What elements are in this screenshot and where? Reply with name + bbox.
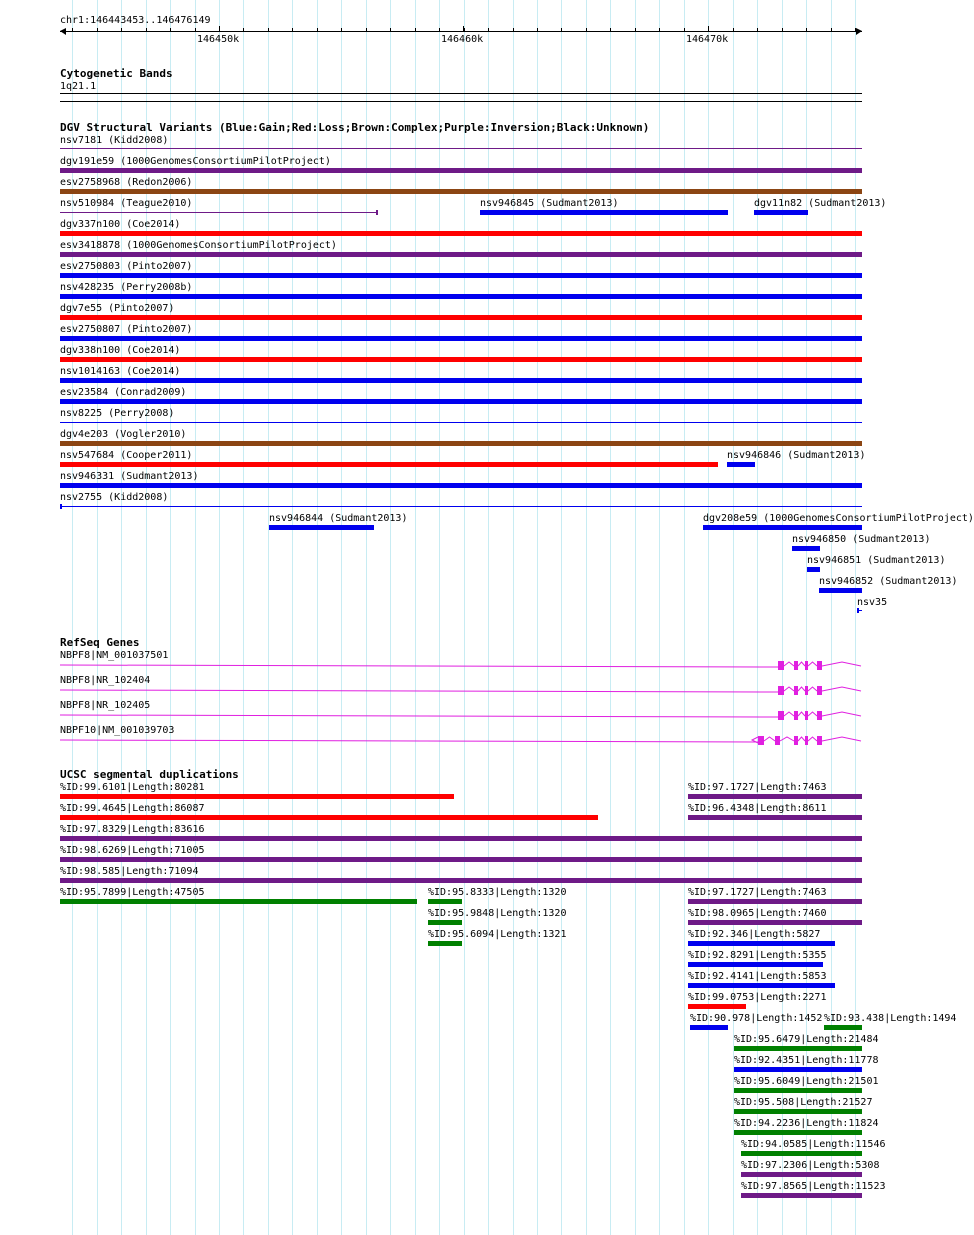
dgv-variant-bar[interactable]: [727, 462, 755, 467]
ruler-minor-tick: [97, 28, 98, 32]
grid-line: [219, 0, 220, 1235]
dgv-variant-bar[interactable]: [60, 189, 862, 194]
segdup-label[interactable]: %ID:92.8291|Length:5355: [688, 950, 827, 961]
grid-line: [415, 0, 416, 1235]
dgv-variant-bar[interactable]: [60, 357, 862, 362]
segdup-label[interactable]: %ID:96.4348|Length:8611: [688, 803, 827, 814]
segdup-label[interactable]: %ID:97.2306|Length:5308: [741, 1160, 880, 1171]
segdup-bar[interactable]: [60, 815, 598, 820]
ruler-minor-tick: [268, 28, 269, 32]
dgv-variant-start-tick: [60, 504, 62, 509]
grid-line: [195, 0, 196, 1235]
refseq-gene-label[interactable]: NBPF8|NM_001037501: [60, 650, 169, 661]
refseq-exon[interactable]: [794, 686, 798, 695]
grid-line: [464, 0, 465, 1235]
refseq-gene-label[interactable]: NBPF8|NR_102405: [60, 700, 151, 711]
refseq-exon[interactable]: [775, 736, 780, 745]
grid-line: [684, 0, 685, 1235]
dgv-variant-bar[interactable]: [60, 336, 862, 341]
segdup-bar[interactable]: [688, 962, 823, 967]
dgv-variant-label[interactable]: esv3418878 (1000GenomesConsortiumPilotProject): [60, 240, 337, 251]
dgv-variant-bar[interactable]: [807, 567, 820, 572]
grid-line: [292, 0, 293, 1235]
ruler-minor-tick: [537, 28, 538, 32]
dgv-variant-bar[interactable]: [60, 378, 862, 383]
dgv-variant-label[interactable]: nsv547684 (Cooper2011): [60, 450, 193, 461]
dgv-variant-label[interactable]: nsv8225 (Perry2008): [60, 408, 175, 419]
segdup-label[interactable]: %ID:95.508|Length:21527: [734, 1097, 873, 1108]
dgv-variant-bar[interactable]: [60, 422, 862, 423]
segdup-label[interactable]: %ID:93.438|Length:1494: [824, 1013, 957, 1024]
cytoband-bottom-line: [60, 101, 862, 102]
segdup-label[interactable]: %ID:99.4645|Length:86087: [60, 803, 205, 814]
segdup-label[interactable]: %ID:92.4141|Length:5853: [688, 971, 827, 982]
ruler-minor-tick: [488, 28, 489, 32]
segdup-label[interactable]: %ID:98.585|Length:71094: [60, 866, 199, 877]
cytogenetic-track-title[interactable]: Cytogenetic Bands: [60, 67, 173, 80]
ruler-minor-tick: [782, 28, 783, 32]
grid-line: [513, 0, 514, 1235]
segdup-bar[interactable]: [688, 983, 835, 988]
cytoband-top-line: [60, 93, 862, 94]
ruler-major-tick: [219, 26, 220, 32]
segdup-label[interactable]: %ID:98.0965|Length:7460: [688, 908, 827, 919]
ruler-minor-tick: [439, 28, 440, 32]
grid-line: [243, 0, 244, 1235]
segdup-bar[interactable]: [688, 899, 862, 904]
segdup-bar[interactable]: [428, 920, 462, 925]
dgv-variant-label[interactable]: esv2758968 (Redon2006): [60, 177, 193, 188]
dgv-variant-label[interactable]: dgv7e55 (Pinto2007): [60, 303, 175, 314]
refseq-intron-line: [60, 712, 861, 717]
dgv-variant-label[interactable]: nsv946850 (Sudmant2013): [792, 534, 931, 545]
ruler-minor-tick: [831, 28, 832, 32]
grid-line: [561, 0, 562, 1235]
segdup-bar[interactable]: [428, 941, 462, 946]
ruler-minor-tick: [513, 28, 514, 32]
ruler-right-arrow: [856, 28, 862, 35]
refseq-intron-line: [60, 662, 861, 667]
ruler-minor-tick: [341, 28, 342, 32]
segdup-label[interactable]: %ID:99.0753|Length:2271: [688, 992, 827, 1003]
ruler-minor-tick: [366, 28, 367, 32]
segdup-label[interactable]: %ID:97.1727|Length:7463: [688, 782, 827, 793]
dgv-variant-label[interactable]: dgv11n82 (Sudmant2013): [754, 198, 887, 209]
dgv-variant-bar[interactable]: [60, 441, 862, 446]
refseq-exon[interactable]: [758, 736, 764, 745]
segdup-bar[interactable]: [688, 1004, 746, 1009]
grid-line: [635, 0, 636, 1235]
segdup-bar[interactable]: [734, 1046, 862, 1051]
refseq-track-title[interactable]: RefSeq Genes: [60, 636, 140, 649]
segdup-bar[interactable]: [60, 878, 862, 883]
dgv-variant-bar[interactable]: [60, 252, 862, 257]
ruler-minor-tick: [659, 28, 660, 32]
ruler-minor-tick: [243, 28, 244, 32]
dgv-variant-label[interactable]: dgv337n100 (Coe2014): [60, 219, 181, 230]
dgv-variant-bar[interactable]: [480, 210, 728, 215]
grid-line: [586, 0, 587, 1235]
ruler-minor-tick: [806, 28, 807, 32]
segdup-label[interactable]: %ID:92.346|Length:5827: [688, 929, 821, 940]
grid-line: [390, 0, 391, 1235]
segdup-bar[interactable]: [734, 1067, 862, 1072]
segdup-bar[interactable]: [734, 1130, 862, 1135]
segdup-bar[interactable]: [741, 1193, 862, 1198]
grid-line: [366, 0, 367, 1235]
ruler-minor-tick: [195, 28, 196, 32]
grid-line: [268, 0, 269, 1235]
dgv-track-title[interactable]: DGV Structural Variants (Blue:Gain;Red:Loss;Brown:Complex;Purple:Inversion;Black:Unknown): [60, 121, 650, 134]
segdup-label[interactable]: %ID:94.2236|Length:11824: [734, 1118, 879, 1129]
segdup-bar[interactable]: [734, 1109, 862, 1114]
ruler-left-arrow: [60, 28, 66, 35]
dgv-variant-end-tick: [376, 210, 378, 215]
dgv-variant-bar[interactable]: [60, 483, 862, 488]
ruler-minor-tick: [586, 28, 587, 32]
segdup-label[interactable]: %ID:97.8565|Length:11523: [741, 1181, 886, 1192]
segdup-label[interactable]: %ID:95.9848|Length:1320: [428, 908, 567, 919]
segdup-bar[interactable]: [734, 1088, 862, 1093]
refseq-exon[interactable]: [817, 711, 822, 720]
grid-line: [659, 0, 660, 1235]
refseq-exon[interactable]: [778, 661, 784, 670]
refseq-intron-line: [60, 687, 861, 692]
refseq-exon[interactable]: [817, 686, 822, 695]
refseq-exon[interactable]: [778, 686, 784, 695]
segdup-bar[interactable]: [688, 794, 862, 799]
ruler-minor-tick: [855, 28, 856, 32]
segdup-label[interactable]: %ID:97.1727|Length:7463: [688, 887, 827, 898]
dgv-variant-label[interactable]: esv2750807 (Pinto2007): [60, 324, 193, 335]
dgv-variant-label[interactable]: nsv946846 (Sudmant2013): [727, 450, 866, 461]
dgv-variant-label[interactable]: nsv428235 (Perry2008b): [60, 282, 193, 293]
dgv-variant-bar[interactable]: [60, 462, 718, 467]
grid-line: [537, 0, 538, 1235]
refseq-gene-label[interactable]: NBPF8|NR_102404: [60, 675, 151, 686]
dgv-variant-label[interactable]: dgv208e59 (1000GenomesConsortiumPilotProject): [703, 513, 974, 524]
grid-line: [610, 0, 611, 1235]
dgv-variant-label[interactable]: esv23584 (Conrad2009): [60, 387, 187, 398]
refseq-intron-line: [60, 737, 861, 742]
segdup-bar[interactable]: [688, 941, 835, 946]
segdup-bar[interactable]: [60, 836, 862, 841]
segdup-label[interactable]: %ID:99.6101|Length:80281: [60, 782, 205, 793]
segdup-bar[interactable]: [824, 1025, 862, 1030]
dgv-variant-label[interactable]: dgv191e59 (1000GenomesConsortiumPilotProject): [60, 156, 331, 167]
refseq-exon[interactable]: [817, 736, 822, 745]
segdup-bar[interactable]: [741, 1172, 862, 1177]
dgv-variant-bar[interactable]: [60, 315, 862, 320]
dgv-variant-label[interactable]: nsv2755 (Kidd2008): [60, 492, 169, 503]
grid-line: [439, 0, 440, 1235]
segdup-label[interactable]: %ID:95.6049|Length:21501: [734, 1076, 879, 1087]
ruler-minor-tick: [464, 28, 465, 32]
refseq-exon[interactable]: [794, 711, 798, 720]
ruler-minor-tick: [146, 28, 147, 32]
segdup-bar[interactable]: [60, 857, 862, 862]
ruler-axis: [60, 31, 862, 32]
grid-line: [488, 0, 489, 1235]
dgv-variant-bar[interactable]: [703, 525, 862, 530]
dgv-variant-bar[interactable]: [60, 148, 862, 149]
segdup-label[interactable]: %ID:90.978|Length:1452: [690, 1013, 823, 1024]
dgv-variant-bar[interactable]: [60, 168, 862, 173]
ruler-minor-tick: [121, 28, 122, 32]
refseq-gene-label[interactable]: NBPF10|NM_001039703: [60, 725, 175, 736]
dgv-variant-label[interactable]: esv2750803 (Pinto2007): [60, 261, 193, 272]
dgv-variant-bar[interactable]: [754, 210, 808, 215]
dgv-variant-bar[interactable]: [819, 588, 862, 593]
cytoband-label: 1q21.1: [60, 81, 97, 92]
ruler-minor-tick: [292, 28, 293, 32]
segdup-bar[interactable]: [688, 920, 862, 925]
dgv-variant-label[interactable]: nsv946844 (Sudmant2013): [269, 513, 408, 524]
ruler-minor-tick: [415, 28, 416, 32]
segdup-label[interactable]: %ID:94.0585|Length:11546: [741, 1139, 886, 1150]
ruler-minor-tick: [757, 28, 758, 32]
dgv-variant-bar[interactable]: [60, 506, 862, 507]
dgv-variant-bar[interactable]: [792, 546, 820, 551]
segdup-label[interactable]: %ID:98.6269|Length:71005: [60, 845, 205, 856]
dgv-variant-bar[interactable]: [60, 231, 862, 236]
ruler-minor-tick: [610, 28, 611, 32]
segdup-label[interactable]: %ID:95.8333|Length:1320: [428, 887, 567, 898]
dgv-variant-bar[interactable]: [60, 212, 377, 213]
segdup-bar[interactable]: [741, 1151, 862, 1156]
ruler-minor-tick: [72, 28, 73, 32]
grid-line: [317, 0, 318, 1235]
segdup-label[interactable]: %ID:95.6094|Length:1321: [428, 929, 567, 940]
ruler-major-tick: [463, 26, 464, 32]
dgv-variant-label[interactable]: nsv35: [857, 597, 888, 608]
grid-line: [341, 0, 342, 1235]
ruler-tick-label: 146450k: [197, 34, 240, 45]
segdup-bar[interactable]: [60, 899, 417, 904]
dgv-variant-bar[interactable]: [269, 525, 374, 530]
ruler-minor-tick: [317, 28, 318, 32]
ruler-minor-tick: [733, 28, 734, 32]
ruler-tick-label: 146470k: [686, 34, 729, 45]
dgv-variant-label[interactable]: dgv338n100 (Coe2014): [60, 345, 181, 356]
ruler-minor-tick: [170, 28, 171, 32]
dgv-variant-label[interactable]: nsv510984 (Teague2010): [60, 198, 193, 209]
refseq-exon[interactable]: [817, 661, 822, 670]
segdup-track-title[interactable]: UCSC segmental duplications: [60, 768, 239, 781]
dgv-variant-start-tick: [857, 608, 859, 613]
dgv-variant-label[interactable]: nsv946331 (Sudmant2013): [60, 471, 199, 482]
ruler-tick-label: 146460k: [441, 34, 484, 45]
ruler-minor-tick: [561, 28, 562, 32]
segdup-label[interactable]: %ID:97.8329|Length:83616: [60, 824, 205, 835]
grid-line: [708, 0, 709, 1235]
segdup-bar[interactable]: [428, 899, 462, 904]
refseq-exon[interactable]: [794, 736, 798, 745]
segdup-bar[interactable]: [688, 815, 862, 820]
dgv-variant-label[interactable]: nsv946845 (Sudmant2013): [480, 198, 619, 209]
ruler-minor-tick: [390, 28, 391, 32]
dgv-variant-bar[interactable]: [60, 294, 862, 299]
ruler-minor-tick: [635, 28, 636, 32]
dgv-variant-label[interactable]: nsv946851 (Sudmant2013): [807, 555, 946, 566]
refseq-exon[interactable]: [778, 711, 784, 720]
dgv-variant-label[interactable]: nsv1014163 (Coe2014): [60, 366, 181, 377]
refseq-exon[interactable]: [794, 661, 798, 670]
ruler-major-tick: [708, 26, 709, 32]
segdup-label[interactable]: %ID:95.6479|Length:21484: [734, 1034, 879, 1045]
ruler-minor-tick: [684, 28, 685, 32]
segdup-bar[interactable]: [60, 794, 454, 799]
dgv-variant-bar[interactable]: [60, 273, 862, 278]
dgv-variant-label[interactable]: dgv4e203 (Vogler2010): [60, 429, 187, 440]
dgv-variant-label[interactable]: nsv7181 (Kidd2008): [60, 135, 169, 146]
location-label: chr1:146443453..146476149: [60, 15, 211, 26]
dgv-variant-bar[interactable]: [60, 399, 862, 404]
segdup-label[interactable]: %ID:95.7899|Length:47505: [60, 887, 205, 898]
dgv-variant-label[interactable]: nsv946852 (Sudmant2013): [819, 576, 958, 587]
segdup-bar[interactable]: [690, 1025, 728, 1030]
segdup-label[interactable]: %ID:92.4351|Length:11778: [734, 1055, 879, 1066]
